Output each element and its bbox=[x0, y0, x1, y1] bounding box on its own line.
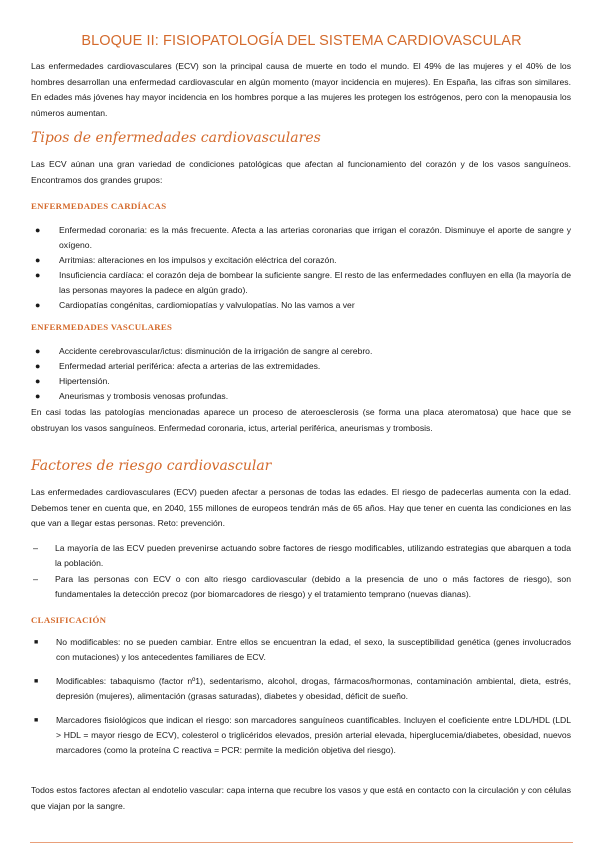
factores-closing-paragraph: Todos estos factores afectan al endotelio vascular: capa interna que recubre los vasos y que está en contacto con la circulación y con células que viajan por la sangre. bbox=[31, 785, 571, 811]
list-item: ● Insuficiencia cardíaca: el corazón deja de bombear la suficiente sangre. El resto de las enfermedades confluyen en ella (la mayoría de las personas mayores la padece en algún grado). bbox=[35, 270, 571, 295]
section-heading-factores: Factores de riesgo cardiovascular bbox=[31, 458, 272, 474]
list-item: ■ Modificables: tabaquismo (factor nº1), sedentarismo, alcohol, drogas, fármacos/hormonas, contaminación ambiental, dieta, estrés, depresión (mujeres), alimentación (grasas saturadas), diabetes y obesidad, déficit de sueño. bbox=[34, 676, 571, 701]
bullet-icon: ● bbox=[35, 300, 41, 310]
vasculares-list bbox=[35, 344, 571, 404]
clasificacion-list bbox=[34, 635, 571, 758]
list-item: ● Hipertensión. bbox=[59, 374, 571, 389]
list-item: ● Accidente cerebrovascular/ictus: disminución de la irrigación de sangre al cerebro. bbox=[59, 344, 571, 359]
list-item: ■ No modificables: no se pueden cambiar. Entre ellos se encuentran la edad, el sexo, la susceptibilidad genética (genes involucrados con mutaciones) y los antecedentes familiares de ECV. bbox=[34, 637, 571, 662]
list-item: – Para las personas con ECV o con alto riesgo cardiovascular (debido a la presencia de uno o más factores de riesgo), son fundamentales la detección precoz (por biomarcadores de riesgo) y el tratamiento temprano (nuevas dianas). bbox=[33, 574, 571, 599]
list-item: ● Enfermedad arterial periférica: afecta a arterias de las extremidades. bbox=[59, 359, 571, 374]
bullet-icon: ● bbox=[35, 391, 41, 401]
list-item: ● Arritmias: alteraciones en los impulsos y excitación eléctrica del corazón. bbox=[59, 253, 571, 268]
list-item: ● Aneurismas y trombosis venosas profundas. bbox=[59, 389, 571, 404]
square-bullet-icon: ■ bbox=[34, 678, 39, 685]
intro-paragraph: Las enfermedades cardiovasculares (ECV) son la principal causa de muerte en todo el mundo. El 49% de las mujeres y el 40% de los hombres desarrollan una enfermedad cardiovascular en algún momento (mayor incidencia en mujeres). En España, las cifras son similares. En edades más jóvenes hay mayor incidencia en los hombres porque a las mujeres les protegen los estrógenos, pero con la menopausia los números aumentan. bbox=[31, 61, 571, 118]
tipos-closing-paragraph: En casi todas las patologías mencionadas aparece un proceso de ateroesclerosis (se forma una placa ateromatosa) que hace que se obstruyan los vasos sanguíneos. Enfermedad coronaria, ictus, arterial periférica, aneurismas y trombosis. bbox=[31, 407, 571, 433]
list-item: – La mayoría de las ECV pueden prevenirse actuando sobre factores de riesgo modificables, utilizando estrategias que abarquen a toda la población. bbox=[33, 543, 571, 568]
subheading-clasificacion: CLASIFICACIÓN bbox=[31, 615, 107, 625]
bullet-icon: ● bbox=[35, 346, 41, 356]
dash-icon: – bbox=[33, 543, 39, 553]
subheading-cardiacas: ENFERMEDADES CARDÍACAS bbox=[31, 201, 167, 211]
tipos-intro-paragraph: Las ECV aúnan una gran variedad de condiciones patológicas que afectan al funcionamiento del corazón y de los vasos sanguíneos. Encontramos dos grandes grupos: bbox=[31, 159, 571, 185]
bullet-icon: ● bbox=[35, 376, 41, 386]
square-bullet-icon: ■ bbox=[34, 717, 39, 724]
dash-icon: – bbox=[33, 574, 39, 584]
list-item: ● Enfermedad coronaria: es la más frecuente. Afecta a las arterias coronarias que irrigan el corazón. Disminuye el aporte de sangre y oxígeno. bbox=[35, 225, 571, 250]
footer-divider bbox=[30, 842, 573, 843]
square-bullet-icon: ■ bbox=[34, 639, 39, 646]
bullet-icon: ● bbox=[35, 270, 41, 280]
factores-dash-list bbox=[33, 541, 571, 602]
bullet-icon: ● bbox=[35, 361, 41, 371]
bullet-icon: ● bbox=[35, 225, 41, 235]
page-title: BLOQUE II: FISIOPATOLOGÍA DEL SISTEMA CARDIOVASCULAR bbox=[81, 33, 522, 49]
factores-intro-paragraph: Las enfermedades cardiovasculares (ECV) pueden afectar a personas de todas las edades. El riesgo de padecerlas aumenta con la edad. Debemos tener en cuenta que, en 2040, 155 millones de europeos tendrán más de 65 años. Hay que tener en cuenta las condiciones en las que van a llegar estas personas. Reto: prevención. bbox=[31, 487, 571, 529]
list-item: ■ Marcadores fisiológicos que indican el riesgo: son marcadores sanguíneos cuantificables. Incluyen el coeficiente entre LDL/HDL (LDL > HDL = mayor riesgo de ECV), colesterol o triglicéridos elevados, presión arterial elevada, hiperglucemia/diabetes, obesidad, nuevos marcadores (como la proteína C reactiva = PCR: permite la medición objetiva del riesgo). bbox=[34, 715, 571, 755]
list-item: ● Cardiopatías congénitas, cardiomiopatías y valvulopatías. No las vamos a ver bbox=[59, 298, 571, 313]
section-heading-tipos: Tipos de enfermedades cardiovasculares bbox=[31, 130, 321, 146]
bullet-icon: ● bbox=[35, 255, 41, 265]
subheading-vasculares: ENFERMEDADES VASCULARES bbox=[31, 322, 173, 332]
cardiacas-list bbox=[35, 223, 571, 313]
